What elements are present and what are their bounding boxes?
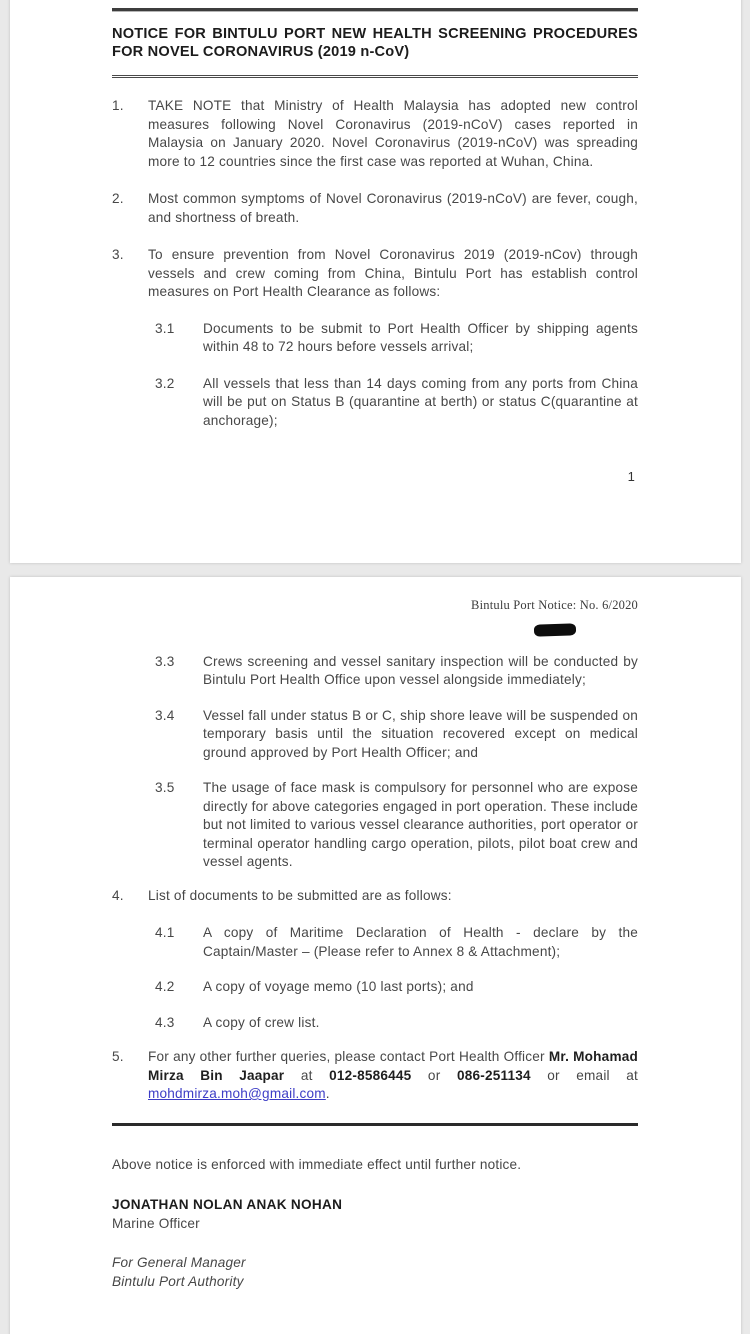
sub-item-3-1	[155, 320, 638, 357]
email-link[interactable]: mohdmirza.moh@gmail.com	[148, 1086, 326, 1101]
for-general-manager: For General Manager	[112, 1255, 246, 1270]
page-number: 1	[627, 469, 635, 484]
sub-item-3-5	[155, 779, 638, 872]
list-item-2	[112, 190, 638, 227]
sub-item-3-2	[155, 375, 638, 431]
document-title: NOTICE FOR BINTULU PORT NEW HEALTH SCREENING PROCEDURES FOR NOVEL CORONAVIRUS (2019 n-CoV)	[112, 26, 638, 60]
page-2-content	[10, 577, 741, 1291]
sub-item-text: Documents to be submit to Port Health Officer by shipping agents within 48 to 72 hours before vessels arrival;	[203, 320, 638, 354]
list-item-3	[112, 246, 638, 302]
sub-list-3	[155, 320, 638, 431]
redaction-row	[112, 623, 638, 636]
signature-block	[112, 1196, 638, 1233]
title-rule-bottom	[112, 75, 638, 78]
sub-item-number: 4.2	[155, 979, 175, 994]
sub-item-text: Crews screening and vessel sanitary inspection will be conducted by Bintulu Port Health Office upon vessel alongside immediately;	[203, 653, 638, 687]
footer-rule	[112, 1123, 638, 1126]
item-number: 2.	[112, 191, 124, 206]
item-number: 3.	[112, 247, 124, 262]
sub-item-4-1	[155, 924, 638, 961]
sub-item-4-2	[155, 978, 638, 997]
port-notice-reference: Bintulu Port Notice: No. 6/2020	[471, 598, 638, 612]
sub-item-number: 3.5	[155, 780, 175, 795]
item-text: List of documents to be submitted are as follows:	[148, 887, 452, 903]
page-2	[10, 577, 741, 1334]
sub-item-text: All vessels that less than 14 days coming from any ports from China will be put on Status B (quarantine at berth) or status C(quarantine at anchorage);	[203, 375, 638, 428]
redaction-mark	[534, 623, 576, 636]
item-number: 1.	[112, 98, 124, 113]
sub-item-number: 4.1	[155, 925, 175, 940]
authority-name: Bintulu Port Authority	[112, 1273, 244, 1289]
list-item-4	[112, 887, 638, 906]
numbered-list	[112, 97, 638, 302]
sub-item-3-4	[155, 707, 638, 763]
item-text-rich: For any other further queries, please contact Port Health Officer Mr. Mohamad Mirza Bin Jaapar at 012-8586445 or 086-251134 or email at mohdmirza.moh@gmail.com.	[148, 1049, 639, 1101]
sub-item-number: 3.2	[155, 375, 175, 391]
sub-item-number: 3.3	[155, 653, 175, 669]
signatory-name: JONATHAN NOLAN ANAK NOHAN	[112, 1197, 343, 1212]
title-rule-top	[112, 8, 638, 12]
sub-item-text: The usage of face mask is compulsory for personnel who are expose directly for above categories engaged in port operation. These include but not limited to various vessel clearance authorities, port operator or terminal operator handling cargo operation, pilots, pilot boat crew and vessel agents.	[203, 780, 638, 869]
sub-item-number: 3.1	[155, 320, 175, 336]
item-number: 4.	[112, 887, 124, 903]
list-item-5	[112, 1048, 638, 1104]
page-1	[10, 0, 741, 563]
page-1-content	[10, 0, 741, 487]
sub-item-text: A copy of Maritime Declaration of Health - declare by the Captain/Master – (Please refer to Annex 8 & Attachment);	[203, 925, 638, 959]
sub-item-3-3	[155, 653, 638, 690]
sub-list-4	[155, 924, 638, 1032]
item-text: To ensure prevention from Novel Coronavirus 2019 (2019-nCov) through vessels and crew coming from China, Bintulu Port has establish control measures on Port Health Clearance as follows:	[148, 247, 638, 299]
sub-item-4-3	[155, 1014, 638, 1033]
signatory-title: Marine Officer	[112, 1215, 200, 1231]
for-block	[112, 1254, 638, 1291]
closing-statement: Above notice is enforced with immediate effect until further notice.	[112, 1156, 522, 1172]
list-item-1	[112, 97, 638, 171]
sub-item-text: A copy of crew list.	[203, 1014, 320, 1030]
item-number: 5.	[112, 1049, 124, 1064]
sub-item-number: 3.4	[155, 707, 175, 723]
item-text: Most common symptoms of Novel Coronavirus (2019-nCoV) are fever, cough, and shortness of breath.	[148, 191, 638, 225]
sub-list-3-continued	[155, 653, 638, 872]
sub-item-text: A copy of voyage memo (10 last ports); and	[203, 979, 474, 994]
sub-item-text: Vessel fall under status B or C, ship shore leave will be suspended on temporary basis until the situation recovered except on medical ground approved by Port Health Officer; and	[203, 707, 638, 760]
item-text: TAKE NOTE that Ministry of Health Malaysia has adopted new control measures following Novel Coronavirus (2019-nCoV) cases reported in Malaysia on January 2020. Novel Coronavirus (2019-nCoV) was spreading more to 12 countries since the first case was reported at Wuhan, China.	[148, 98, 638, 169]
sub-item-number: 4.3	[155, 1014, 175, 1030]
